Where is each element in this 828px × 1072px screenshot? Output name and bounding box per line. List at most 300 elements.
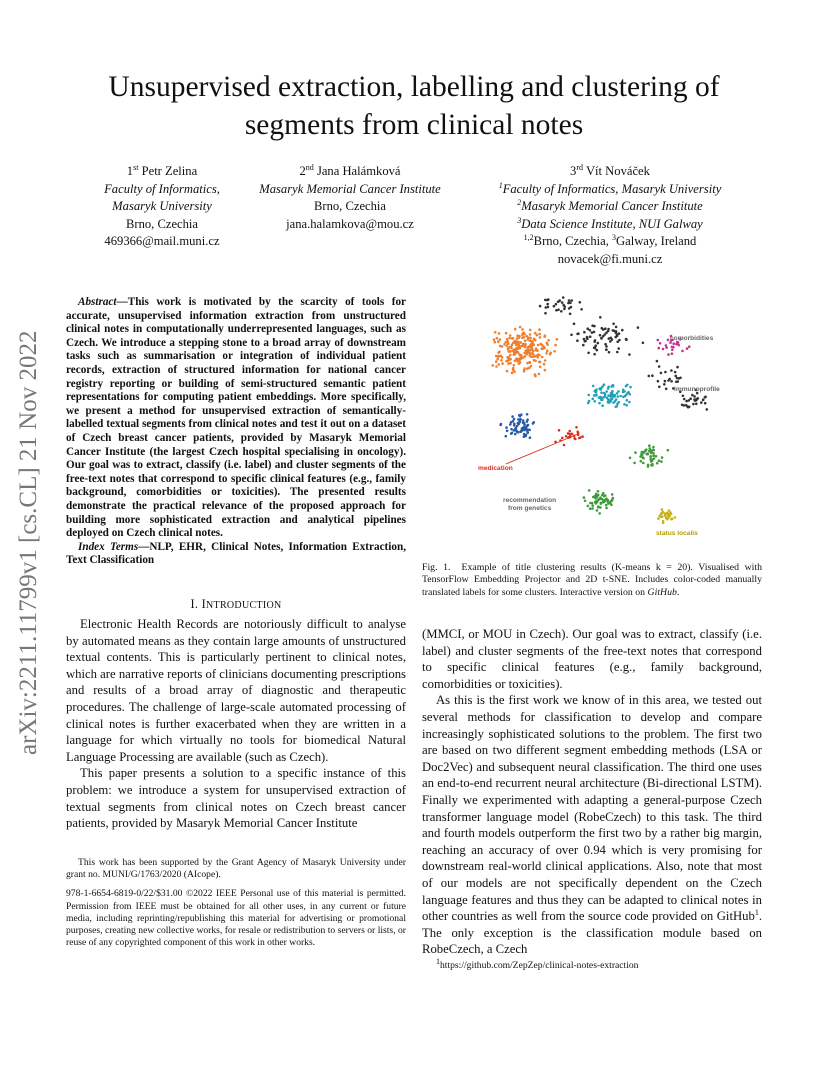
scatter-point bbox=[506, 356, 509, 359]
scatter-point bbox=[667, 339, 670, 342]
scatter-point bbox=[513, 370, 516, 373]
intro-paragraph-2: This paper presents a solution to a specific instance of this problem: we introduce a system for unsupervised extraction of textual segments from clinical notes on Czech breast cancer patients, provided by Masaryk Memorial Cancer Institute bbox=[66, 766, 406, 831]
scatter-point bbox=[518, 344, 521, 347]
scatter-point bbox=[674, 371, 677, 374]
scatter-point bbox=[602, 328, 605, 331]
scatter-point bbox=[646, 453, 649, 456]
scatter-point bbox=[521, 428, 524, 431]
figure-tsne-clusters bbox=[470, 276, 770, 538]
scatter-point bbox=[605, 390, 608, 393]
scatter-point bbox=[520, 354, 523, 357]
scatter-point bbox=[599, 506, 602, 509]
scatter-point bbox=[558, 300, 561, 303]
scatter-point bbox=[664, 371, 667, 374]
title-line-2: segments from clinical notes bbox=[244, 109, 584, 141]
intro-paragraph-1: Electronic Health Records are notoriously difficult to analyse by automated means as they contain large amounts of unstructured textual contents. This is particularly pertinent to clinical notes, which are narrative reports of clinicians documenting prescriptions and results of a broad array of diagnostic and therapeutic procedures. The challenge of large-scale automated processing of clinical notes is further exacerbated when they are written in a language for which virtually no tools for biomedical Natural Language Processing are available (such as Czech). bbox=[66, 617, 406, 764]
scatter-point bbox=[613, 395, 616, 398]
scatter-point bbox=[527, 338, 530, 341]
author-affiliation-1b: Masaryk University bbox=[112, 199, 212, 213]
scatter-point bbox=[627, 391, 630, 394]
scatter-point bbox=[615, 398, 618, 401]
scatter-point bbox=[512, 367, 515, 370]
scatter-point bbox=[676, 366, 679, 369]
scatter-point bbox=[561, 437, 564, 440]
scatter-point bbox=[546, 349, 549, 352]
scatter-point bbox=[569, 313, 572, 316]
scatter-point bbox=[649, 456, 652, 459]
scatter-point bbox=[597, 506, 600, 509]
scatter-point bbox=[616, 405, 619, 408]
scatter-point bbox=[593, 325, 596, 328]
scatter-point bbox=[507, 348, 510, 351]
left-footnotes bbox=[66, 857, 406, 949]
scatter-point bbox=[622, 391, 625, 394]
scatter-point bbox=[661, 456, 664, 459]
author-block-3 bbox=[470, 163, 750, 268]
author-location-1: Brno, Czechia bbox=[125, 216, 199, 231]
scatter-point bbox=[672, 342, 675, 345]
scatter-point bbox=[665, 517, 668, 520]
scatter-point bbox=[563, 308, 566, 311]
scatter-point bbox=[561, 301, 564, 304]
scatter-point bbox=[505, 332, 508, 335]
scatter-point bbox=[506, 338, 509, 341]
scatter-point bbox=[573, 323, 576, 326]
scatter-point bbox=[621, 329, 624, 332]
scatter-point bbox=[609, 502, 612, 505]
scatter-point bbox=[497, 351, 500, 354]
scatter-point bbox=[560, 310, 563, 313]
scatter-point bbox=[674, 375, 677, 378]
scatter-point bbox=[588, 489, 591, 492]
figure-caption: Fig. 1. Example of title clustering results (K-means k = 20). Visualised with TensorFlow Embedding Projector and 2D t-SNE. Includes color-coded manually translated labels for some clusters. Interactive version on GitHub. bbox=[422, 562, 762, 598]
scatter-point bbox=[587, 394, 590, 397]
scatter-point bbox=[667, 449, 670, 452]
left-column-body bbox=[66, 616, 406, 832]
paper-title bbox=[40, 68, 788, 144]
scatter-point bbox=[526, 362, 529, 365]
scatter-point bbox=[647, 464, 650, 467]
scatter-point bbox=[536, 355, 539, 358]
author-email-3: novacek@fi.muni.cz bbox=[557, 251, 663, 266]
scatter-point bbox=[656, 360, 659, 363]
scatter-point bbox=[626, 399, 629, 402]
scatter-point bbox=[667, 514, 670, 517]
scatter-point bbox=[604, 343, 607, 346]
scatter-point bbox=[581, 435, 584, 438]
scatter-point bbox=[508, 350, 511, 353]
medication-pointer bbox=[506, 434, 578, 464]
arxiv-stamp-text: arXiv:2211.11799v1 [cs.CL] 21 Nov 2022 bbox=[15, 330, 42, 755]
scatter-point bbox=[531, 347, 534, 350]
scatter-point bbox=[657, 339, 660, 342]
scatter-point bbox=[651, 463, 654, 466]
author-affiliation-1a: Faculty of Informatics, bbox=[104, 181, 220, 196]
scatter-point bbox=[652, 452, 655, 455]
scatter-point bbox=[657, 380, 660, 383]
author-affiliation-3a: $^1$Faculty of Informatics, Masaryk University bbox=[498, 180, 722, 196]
scatter-point bbox=[506, 430, 509, 433]
scatter-point bbox=[538, 333, 541, 336]
scatter-point bbox=[592, 398, 595, 401]
title-line-1: Unsupervised extraction, labelling and clustering of bbox=[108, 71, 720, 103]
scatter-point bbox=[605, 349, 608, 352]
author-location-3: $^{1,2}$Brno, Czechia, $^3$Galway, Ireland bbox=[523, 232, 697, 248]
scatter-point bbox=[600, 337, 603, 340]
index-terms bbox=[66, 541, 406, 568]
scatter-point bbox=[526, 431, 529, 434]
scatter-point bbox=[599, 388, 602, 391]
scatter-point bbox=[618, 401, 621, 404]
scatter-point bbox=[517, 431, 520, 434]
scatter-point bbox=[547, 298, 550, 301]
scatter-point bbox=[545, 352, 548, 355]
scatter-point bbox=[554, 344, 557, 347]
scatter-point bbox=[598, 512, 601, 515]
scatter-point bbox=[612, 401, 615, 404]
scatter-point bbox=[672, 346, 675, 349]
author-block-2 bbox=[245, 163, 455, 233]
scatter-point bbox=[506, 344, 509, 347]
scatter-point bbox=[509, 358, 512, 361]
scatter-point bbox=[607, 499, 610, 502]
scatter-point bbox=[593, 400, 596, 403]
scatter-point bbox=[601, 385, 604, 388]
scatter-point bbox=[592, 385, 595, 388]
author-affiliation-3b: $^2$Masaryk Memorial Cancer Institute bbox=[517, 197, 703, 213]
right-footnote: $^1$https://github.com/ZepZep/clinical-notes-extraction bbox=[436, 956, 639, 971]
author-name-3: 3rd Vít Nováček bbox=[570, 162, 650, 178]
scatter-point bbox=[688, 345, 691, 348]
scatter-point bbox=[575, 426, 578, 429]
scatter-point bbox=[622, 396, 625, 399]
scatter-point bbox=[534, 373, 537, 376]
scatter-point bbox=[648, 375, 651, 378]
abstract bbox=[66, 296, 406, 568]
scatter-point bbox=[623, 403, 626, 406]
scatter-point bbox=[539, 361, 542, 364]
scatter-point bbox=[617, 347, 620, 350]
scatter-point bbox=[626, 384, 629, 387]
scatter-point bbox=[533, 421, 536, 424]
scatter-point bbox=[587, 505, 590, 508]
scatter-point bbox=[576, 339, 579, 342]
scatter-point bbox=[501, 356, 504, 359]
scatter-point bbox=[544, 312, 547, 315]
scatter-point bbox=[578, 437, 581, 440]
scatter-point bbox=[509, 354, 512, 357]
scatter-point bbox=[504, 341, 507, 344]
scatter-point bbox=[497, 340, 500, 343]
scatter-point bbox=[661, 508, 664, 511]
scatter-point bbox=[495, 365, 498, 368]
author-email-1: 469366@mail.muni.cz bbox=[104, 234, 220, 248]
funding-footnote: This work has been supported by the Grant Agency of Masaryk University under grant no. MUNI/G/1763/2020 (AIcope). bbox=[66, 857, 406, 881]
scatter-point bbox=[510, 428, 513, 431]
scatter-point bbox=[686, 347, 689, 350]
scatter-point bbox=[568, 430, 571, 433]
scatter-point bbox=[688, 399, 691, 402]
scatter-point bbox=[538, 373, 541, 376]
scatter-point bbox=[642, 342, 645, 345]
scatter-point bbox=[543, 363, 546, 366]
scatter-point bbox=[671, 349, 674, 352]
scatter-point bbox=[589, 335, 592, 338]
scatter-point bbox=[522, 356, 525, 359]
scatter-point bbox=[617, 395, 620, 398]
scatter-point bbox=[650, 460, 653, 463]
scatter-point bbox=[529, 337, 532, 340]
scatter-point bbox=[663, 383, 666, 386]
label-status-localis: status localis bbox=[656, 530, 698, 537]
scatter-point bbox=[603, 392, 606, 395]
scatter-point bbox=[568, 299, 571, 302]
author-affiliation-2: Masaryk Memorial Cancer Institute bbox=[259, 181, 441, 196]
scatter-point bbox=[666, 512, 669, 515]
scatter-point bbox=[685, 404, 688, 407]
scatter-point bbox=[549, 353, 552, 356]
scatter-point bbox=[574, 438, 577, 441]
scatter-point bbox=[529, 333, 532, 336]
scatter-point bbox=[523, 426, 526, 429]
scatter-point bbox=[534, 332, 537, 335]
scatter-point bbox=[619, 395, 622, 398]
scatter-point bbox=[691, 394, 694, 397]
scatter-point bbox=[692, 403, 695, 406]
scatter-point bbox=[528, 429, 531, 432]
scatter-point bbox=[657, 517, 660, 520]
scatter-point bbox=[670, 518, 673, 521]
scatter-points bbox=[492, 296, 709, 524]
scatter-point bbox=[617, 390, 620, 393]
scatter-point bbox=[529, 436, 532, 439]
scatter-point bbox=[637, 326, 640, 329]
scatter-point bbox=[505, 435, 508, 438]
scatter-point bbox=[544, 359, 547, 362]
scatter-point bbox=[526, 353, 529, 356]
scatter-point bbox=[526, 367, 529, 370]
scatter-point bbox=[570, 306, 573, 309]
scatter-point bbox=[601, 398, 604, 401]
scatter-point bbox=[522, 419, 525, 422]
scatter-point bbox=[513, 364, 516, 367]
scatter-point bbox=[611, 391, 614, 394]
scatter-point bbox=[519, 341, 522, 344]
copyright-footnote: 978-1-6654-6819-0/22/$31.00 ©2022 IEEE Personal use of this material is permitted. Permission from IEEE must be obtained for all other uses, in any current or future media, including reprinting/republishing this material for advertising or promotional purposes, creating new collective works, for resale or redistribution to servers or lists, or reuse of any copyrighted component of this work in other works. bbox=[66, 888, 406, 949]
scatter-point bbox=[529, 354, 532, 357]
scatter-point bbox=[645, 448, 648, 451]
scatter-point bbox=[628, 401, 631, 404]
scatter-point bbox=[499, 424, 502, 427]
scatter-point bbox=[607, 330, 610, 333]
scatter-point bbox=[583, 338, 586, 341]
scatter-point bbox=[500, 359, 503, 362]
scatter-point bbox=[495, 360, 498, 363]
scatter-point bbox=[604, 395, 607, 398]
scatter-point bbox=[541, 356, 544, 359]
scatter-point bbox=[625, 394, 628, 397]
scatter-point bbox=[656, 462, 659, 465]
scatter-point bbox=[628, 353, 631, 356]
label-recommendation: recommendation bbox=[503, 497, 557, 504]
scatter-point bbox=[531, 340, 534, 343]
scatter-point bbox=[565, 435, 568, 438]
scatter-point bbox=[498, 332, 501, 335]
scatter-point bbox=[511, 415, 514, 418]
scatter-point bbox=[599, 316, 602, 319]
scatter-point bbox=[660, 512, 663, 515]
scatter-point bbox=[662, 520, 665, 523]
scatter-point bbox=[597, 342, 600, 345]
scatter-point bbox=[687, 406, 690, 409]
scatter-point bbox=[670, 369, 673, 372]
scatter-point bbox=[525, 335, 528, 338]
scatter-point bbox=[539, 305, 542, 308]
scatter-point bbox=[591, 504, 594, 507]
scatter-point bbox=[704, 402, 707, 405]
scatter-point bbox=[501, 345, 504, 348]
scatter-point bbox=[706, 408, 709, 411]
scatter-point bbox=[562, 304, 565, 307]
scatter-point bbox=[615, 326, 618, 329]
scatter-point bbox=[612, 497, 615, 500]
scatter-point bbox=[598, 402, 601, 405]
scatter-point bbox=[661, 515, 664, 518]
scatter-point bbox=[642, 462, 645, 465]
scatter-point bbox=[652, 454, 655, 457]
scatter-point bbox=[651, 374, 654, 377]
scatter-point bbox=[683, 404, 686, 407]
scatter-point bbox=[658, 459, 661, 462]
scatter-point bbox=[523, 370, 526, 373]
scatter-point bbox=[576, 431, 579, 434]
scatter-point bbox=[642, 457, 645, 460]
scatter-point bbox=[494, 331, 497, 334]
scatter-point bbox=[593, 353, 596, 356]
scatter-point bbox=[648, 444, 651, 447]
label-comorbidities: comorbidities bbox=[670, 335, 714, 342]
scatter-point bbox=[700, 401, 703, 404]
scatter-point bbox=[599, 334, 602, 337]
scatter-point bbox=[526, 429, 529, 432]
scatter-point bbox=[544, 369, 547, 372]
scatter-point bbox=[588, 400, 591, 403]
scatter-point bbox=[546, 303, 549, 306]
scatter-point bbox=[670, 380, 673, 383]
scatter-point bbox=[695, 403, 698, 406]
abstract-label: Abstract bbox=[78, 296, 117, 308]
author-email-2: jana.halamkova@mou.cz bbox=[286, 216, 414, 231]
scatter-point bbox=[665, 346, 668, 349]
scatter-point bbox=[558, 429, 561, 432]
scatter-point bbox=[525, 435, 528, 438]
scatter-point bbox=[506, 370, 509, 373]
scatter-point bbox=[524, 340, 527, 343]
scatter-point bbox=[629, 457, 632, 460]
scatter-point bbox=[514, 328, 517, 331]
scatter-point bbox=[579, 301, 582, 304]
scatter-point bbox=[583, 496, 586, 499]
scatter-point bbox=[609, 395, 612, 398]
github-url[interactable]: https://github.com/ZepZep/clinical-notes-extraction bbox=[440, 960, 639, 971]
scatter-point bbox=[507, 362, 510, 365]
scatter-point bbox=[587, 352, 590, 355]
scatter-point bbox=[522, 332, 525, 335]
scatter-point bbox=[671, 352, 674, 355]
caption-text: Example of title clustering results (K-means k = 20). Visualised with TensorFlow Embedding Projector and 2D t-SNE. Includes color-coded manually translated labels for some clusters. Interactive version on bbox=[422, 562, 762, 598]
scatter-point bbox=[704, 396, 707, 399]
scatter-point bbox=[618, 339, 621, 342]
scatter-point bbox=[593, 340, 596, 343]
scatter-point bbox=[595, 390, 598, 393]
scatter-point bbox=[521, 328, 524, 331]
scatter-point bbox=[568, 433, 571, 436]
scatter-point bbox=[693, 395, 696, 398]
scatter-point bbox=[498, 363, 501, 366]
scatter-point bbox=[562, 296, 565, 299]
scatter-point bbox=[556, 338, 559, 341]
right-paragraph-2: As this is the first work we know of in this area, we tested out several methods for classification to develop and compare increasingly sophisticated solutions to the problem. The first two are based on two different segment embedding methods (LSA or Doc2Vec) and subsequent neural classification. The third one uses an end-to-end recurrent neural architecture (Bi-directional LSTM). Finally we experimented with adapting a general-purpose Czech transformer language model (RobeCzech) to this task. The third and fourth models outperform the first two by a rather big margin, reaching an accuracy of over 0.94 which is very promising for downstream real-world clinical applications. Also, note that most of our models are not specifically dependent on the Czech language features and thus they can be adapted to clinical notes in other countries as well from the source code provided on GitHub$^1$. The only exception is the classification module based on RobeCzech, a Czech bbox=[422, 693, 762, 957]
author-affiliation-3c: $^3$Data Science Institute, NUI Galway bbox=[517, 215, 703, 231]
scatter-point bbox=[536, 349, 539, 352]
scatter-point bbox=[519, 421, 522, 424]
scatter-point bbox=[702, 399, 705, 402]
scatter-point bbox=[513, 418, 516, 421]
scatter-point bbox=[594, 495, 597, 498]
scatter-point bbox=[612, 329, 615, 332]
scatter-point bbox=[658, 365, 661, 368]
scatter-point bbox=[591, 507, 594, 510]
scatter-point bbox=[515, 357, 518, 360]
scatter-point bbox=[497, 355, 500, 358]
scatter-point bbox=[606, 397, 609, 400]
scatter-point bbox=[681, 350, 684, 353]
footnote-mark-1: 1 bbox=[754, 907, 759, 917]
scatter-point bbox=[601, 404, 604, 407]
scatter-point bbox=[655, 455, 658, 458]
scatter-point bbox=[608, 351, 611, 354]
scatter-point bbox=[658, 386, 661, 389]
scatter-point bbox=[605, 504, 608, 507]
scatter-point bbox=[563, 444, 566, 447]
scatter-point bbox=[533, 359, 536, 362]
scatter-point bbox=[594, 347, 597, 350]
scatter-point bbox=[678, 377, 681, 380]
scatter-point bbox=[539, 336, 542, 339]
scatter-point bbox=[501, 362, 504, 365]
scatter-point bbox=[509, 334, 512, 337]
scatter-point bbox=[589, 329, 592, 332]
scatter-point bbox=[662, 348, 665, 351]
scatter-point bbox=[584, 500, 587, 503]
scatter-point bbox=[665, 388, 668, 391]
scatter-point bbox=[519, 326, 522, 329]
scatter-point bbox=[496, 358, 499, 361]
scatter-point bbox=[555, 309, 558, 312]
scatter-point bbox=[677, 380, 680, 383]
caption-link: GitHub bbox=[647, 586, 677, 598]
scatter-point bbox=[664, 380, 667, 383]
scatter-point bbox=[653, 457, 656, 460]
scatter-point bbox=[539, 343, 542, 346]
scatter-point bbox=[589, 502, 592, 505]
scatter-point bbox=[513, 423, 516, 426]
scatter-point bbox=[640, 460, 643, 463]
scatter-point bbox=[599, 397, 602, 400]
scatter-point bbox=[537, 344, 540, 347]
scatter-point bbox=[571, 433, 574, 436]
scatter-point bbox=[496, 337, 499, 340]
